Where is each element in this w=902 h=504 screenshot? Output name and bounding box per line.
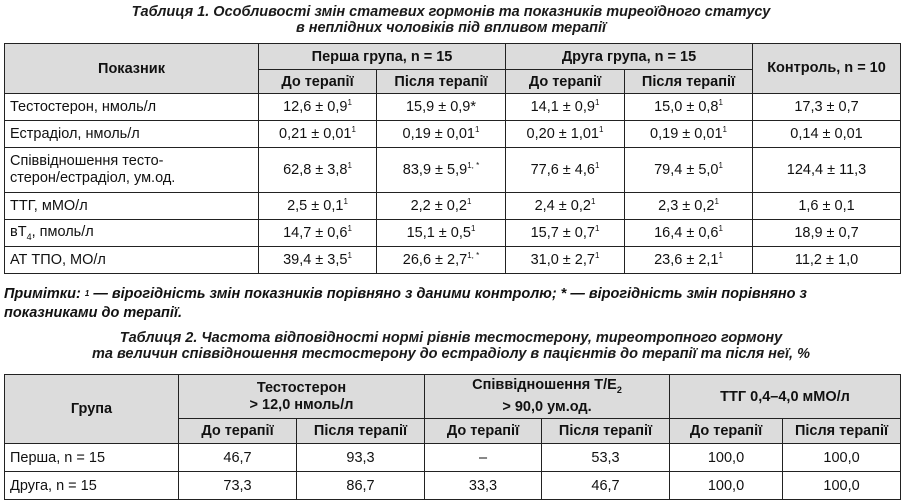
cell-value: $26,6 \pm 2,7^{1, *}$ (377, 247, 506, 274)
cell-value: 100,0 (670, 444, 783, 472)
cell-value: $0,21 \pm 0,01^1$ (259, 121, 377, 148)
row-label: Співвідношення тесто- стерон/естрадіол, ум.од. (5, 148, 259, 193)
table1-notes: Примітки: $^1$ — вірогідність змін показників порівняно з даними контролю; * — вірогідність змін порівняно з показниками до терапії. (4, 286, 807, 321)
table1 (4, 43, 901, 274)
cell-value: 100,0 (783, 472, 901, 500)
header-group1: Перша група, n = 15 (259, 44, 506, 70)
header-g2-after: Після терапії (625, 70, 753, 94)
cell-value: $31,0 \pm 2,7^1$ (506, 247, 625, 274)
table2-caption (0, 330, 902, 362)
cell-value: 46,7 (542, 472, 670, 500)
row-label: ТТГ, мМО/л (5, 193, 259, 220)
table-row (5, 444, 901, 472)
cell-value: 124,4 ± 11,3 (753, 148, 901, 193)
cell-value: $14,7 \pm 0,6^1$ (259, 220, 377, 247)
header-tsh: ТТГ 0,4–4,0 мМО/л (670, 375, 901, 419)
header-r-before: До терапії (425, 419, 542, 444)
cell-value: 100,0 (670, 472, 783, 500)
table-row (5, 247, 901, 274)
table-row (5, 94, 901, 121)
header-tsh-before: До терапії (670, 419, 783, 444)
cell-value: 18,9 ± 0,7 (753, 220, 901, 247)
table2-caption-line1: Таблиця 2. Частота відповідності нормі рівнів тестостерону, тиреотропного гормону (119, 330, 783, 346)
table2 (4, 374, 901, 500)
header-g2-before: До терапії (506, 70, 625, 94)
header-g1-after: Після терапії (377, 70, 506, 94)
row-label: Естрадіол, нмоль/л (5, 121, 259, 148)
cell-value: $0,19 \pm 0,01^1$ (625, 121, 753, 148)
cell-value: $16,4 \pm 0,6^1$ (625, 220, 753, 247)
cell-value: 46,7 (179, 444, 297, 472)
cell-value: 53,3 (542, 444, 670, 472)
cell-value: $0,19 \pm 0,01^1$ (377, 121, 506, 148)
cell-value: 0,14 ± 0,01 (753, 121, 901, 148)
table-row (5, 472, 901, 500)
cell-value: 15,9 ± 0,9* (377, 94, 506, 121)
cell-value: 86,7 (297, 472, 425, 500)
cell-value: 17,3 ± 0,7 (753, 94, 901, 121)
cell-value: $0,20 \pm 1,01^1$ (506, 121, 625, 148)
cell-value: $62,8 \pm 3,8^1$ (259, 148, 377, 193)
header-control: Контроль, n = 10 (753, 44, 901, 94)
table-row (5, 148, 901, 193)
table-row (5, 193, 901, 220)
header-t-after: Після терапії (297, 419, 425, 444)
header-g1-before: До терапії (259, 70, 377, 94)
cell-value: $14,1 \pm 0,9^1$ (506, 94, 625, 121)
cell-value: $15,0 \pm 0,8^1$ (625, 94, 753, 121)
cell-value: $2,5 \pm 0,1^1$ (259, 193, 377, 220)
row-label: Тестостерон, нмоль/л (5, 94, 259, 121)
cell-value: $23,6 \pm 2,1^1$ (625, 247, 753, 274)
cell-value: $79,4 \pm 5,0^1$ (625, 148, 753, 193)
cell-value: 100,0 (783, 444, 901, 472)
header-testosterone: Тестостерон > 12,0 нмоль/л (179, 375, 425, 419)
cell-value: $2,4 \pm 0,2^1$ (506, 193, 625, 220)
cell-value: $2,3 \pm 0,2^1$ (625, 193, 753, 220)
row-label: АТ ТПО, МО/л (5, 247, 259, 274)
table1-caption-line1: Таблиця 1. Особливості змін статевих гормонів та показників тиреоїдного статусу (131, 4, 771, 20)
header-indicator: Показник (5, 44, 259, 94)
header-group2: Друга група, n = 15 (506, 44, 753, 70)
cell-value: 1,6 ± 0,1 (753, 193, 901, 220)
cell-value: 73,3 (179, 472, 297, 500)
cell-value: $2,2 \pm 0,2^1$ (377, 193, 506, 220)
header-t-before: До терапії (179, 419, 297, 444)
table-row (5, 220, 901, 247)
header-tsh-after: Після терапії (783, 419, 901, 444)
row-label: Перша, n = 15 (5, 444, 179, 472)
table1-caption-line2: в неплідних чоловіків під впливом терапії (295, 20, 607, 36)
row-label: Друга, n = 15 (5, 472, 179, 500)
header-ratio: Співвідношення $Т/Е_2$ > 90,0 ум.од. (425, 375, 670, 419)
cell-value: $39,4 \pm 3,5^1$ (259, 247, 377, 274)
cell-value: $83,9 \pm 5,9^{1, *}$ (377, 148, 506, 193)
cell-value: – (425, 444, 542, 472)
cell-value: $12,6 \pm 0,9^1$ (259, 94, 377, 121)
row-label: $вТ_4$, пмоль/л (5, 220, 259, 247)
cell-value: 33,3 (425, 472, 542, 500)
cell-value: 93,3 (297, 444, 425, 472)
table2-caption-line2: та величин співвідношення тестостерону до естрадіолу в пацієнтів до терапії та після неї, % (92, 346, 810, 362)
header-r-after: Після терапії (542, 419, 670, 444)
table-row (5, 121, 901, 148)
cell-value: $77,6 \pm 4,6^1$ (506, 148, 625, 193)
cell-value: $15,1 \pm 0,5^1$ (377, 220, 506, 247)
header-group: Група (5, 375, 179, 444)
cell-value: $15,7 \pm 0,7^1$ (506, 220, 625, 247)
cell-value: 11,2 ± 1,0 (753, 247, 901, 274)
table1-caption (0, 4, 902, 36)
